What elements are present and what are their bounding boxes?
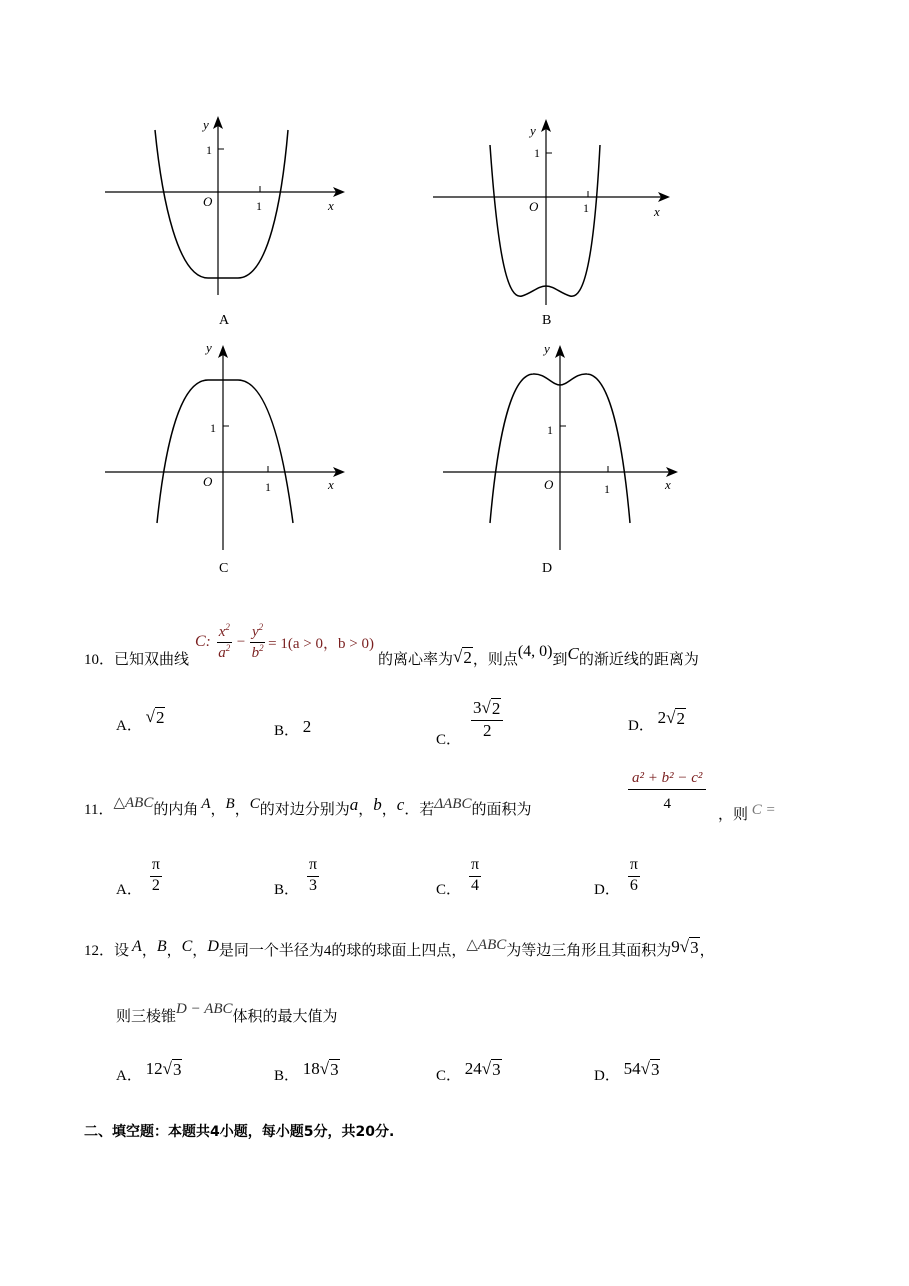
q10-option-a[interactable]	[116, 707, 165, 736]
graph-b	[428, 110, 688, 335]
option-value: $\frac{\pi}{3}$	[309, 856, 318, 894]
q11-option-d[interactable]	[594, 852, 640, 899]
graph-label: B	[542, 313, 552, 328]
option-value: √ 2	[145, 707, 165, 727]
graph-label: C	[219, 561, 229, 576]
option-letter: B．	[274, 723, 300, 739]
q12-line	[84, 930, 715, 966]
option-letter: A．	[116, 1068, 142, 1084]
option-value: 24 √ 3	[464, 1059, 501, 1079]
q12-line2-a: 则三棱锥	[116, 1009, 177, 1025]
curve-c	[157, 380, 293, 523]
q12-option-d[interactable]	[594, 1059, 660, 1086]
q10-curve-ref: C	[567, 644, 579, 663]
q10-line	[84, 620, 699, 670]
q11-text-a: 的内角	[153, 802, 199, 818]
tick-x-label: 1	[604, 482, 610, 496]
q11-sep: ，	[234, 802, 250, 818]
q11-number: 11．	[84, 802, 114, 818]
q11-var-c: c	[396, 795, 405, 814]
option-value: 12 √ 3	[145, 1059, 182, 1079]
option-letter: C．	[436, 882, 462, 898]
q12-pyramid: D − ABC	[176, 1001, 233, 1017]
q10-option-b[interactable]	[274, 719, 311, 740]
option-letter: D．	[594, 1068, 620, 1084]
q12-var-A: A	[132, 938, 142, 955]
q10-point: (4, 0)	[517, 643, 553, 660]
section-2-heading: 二、填空题：本题共4小题，每小题5分，共20分.	[84, 1124, 395, 1140]
x-label: x	[328, 198, 334, 213]
q10-text-d: 到	[552, 651, 568, 668]
tick-x-label: 1	[256, 199, 262, 213]
q10-option-d[interactable]	[628, 708, 686, 736]
q12-area: 9 √ 3	[671, 937, 699, 957]
q11-var-b: b	[373, 795, 382, 814]
option-value: 18 √ 3	[302, 1059, 339, 1079]
option-value: $\frac{\pi}{4}$	[471, 856, 480, 894]
q11-sep: ，	[210, 802, 226, 818]
option-value: $\frac{\pi}{2}$	[151, 856, 160, 894]
graph-c	[100, 335, 360, 585]
q12-option-b[interactable]	[274, 1059, 340, 1086]
q11-ask: C =	[751, 802, 776, 818]
x-label: x	[654, 204, 660, 219]
q11-text-d: 的面积为	[471, 802, 532, 818]
origin-label: O	[544, 477, 554, 492]
tick-x-label: 1	[265, 480, 271, 494]
tick-y-label: 1	[534, 146, 540, 160]
q10-text-a: 已知双曲线	[114, 651, 190, 668]
q11-triangle: △ABC	[113, 795, 154, 811]
origin-label: O	[203, 194, 213, 209]
q12-line2-b: 体积的最大值为	[232, 1009, 338, 1025]
graph-a	[100, 110, 360, 335]
q11-sep: ，	[358, 802, 374, 818]
option-value: 54 √ 3	[623, 1059, 660, 1079]
q11-tail	[718, 803, 776, 824]
q11-area-fraction: $\frac{\text{a² + b² − c²}}{4}$	[628, 770, 706, 814]
option-letter: D．	[594, 882, 620, 898]
option-value: 2	[302, 717, 312, 736]
tick-y-label: 1	[547, 423, 553, 437]
q10-text-b: 的离心率为	[377, 651, 453, 668]
q12-text-d: ，	[699, 943, 715, 959]
q12-sep: ，	[141, 943, 157, 959]
option-letter: B．	[274, 882, 300, 898]
q11-text-b: 的对边分别为	[259, 802, 350, 818]
graph-d	[438, 335, 698, 585]
x-label: x	[328, 477, 334, 492]
y-label: y	[203, 117, 209, 132]
q12-triangle: △ABC	[466, 937, 507, 953]
option-value: 3 √ 2 2	[471, 698, 503, 740]
q12-var-B: B	[156, 938, 167, 955]
q12-var-D: D	[207, 938, 219, 955]
q10-number: 10．	[84, 651, 115, 668]
q11-option-b[interactable]	[274, 852, 319, 899]
q12-text-a: 设	[114, 943, 130, 959]
q10-option-c[interactable]	[436, 690, 503, 749]
option-letter: A．	[116, 718, 142, 734]
q10-curve-name: C	[195, 633, 206, 650]
q11-text-e: ，则	[718, 807, 749, 823]
option-value: $\frac{\pi}{6}$	[629, 856, 638, 894]
curve-b	[490, 145, 600, 296]
q10-text-e: 的渐近线的距离为	[578, 651, 699, 668]
q11-triangle2: ΔABC	[434, 796, 472, 812]
tick-y-label: 1	[206, 143, 212, 157]
option-letter: C．	[436, 1068, 462, 1084]
option-letter: A．	[116, 882, 142, 898]
q11-var-C: C	[249, 796, 260, 812]
q11-var-a: a	[349, 795, 359, 814]
x-label: x	[665, 477, 671, 492]
option-value: 2 √ 2	[657, 708, 685, 728]
q12-text-c: 为等边三角形且其面积为	[506, 943, 672, 959]
q12-text-b: 是同一个半径为4的球的球面上四点，	[218, 943, 467, 959]
q11-var-B: B	[225, 796, 235, 812]
q11-var-A: A	[201, 796, 211, 812]
q12-number: 12．	[84, 943, 115, 959]
option-letter: C．	[436, 732, 462, 748]
q10-frac-y: $\frac{y^2}{b^2}$	[251, 621, 264, 661]
y-label: y	[530, 123, 536, 138]
q11-text-c: ．若	[404, 802, 435, 818]
q12-sep: ，	[166, 943, 182, 959]
tick-x-label: 1	[583, 201, 589, 215]
q10-formula-tail: = 1(a > 0，b > 0)	[268, 635, 374, 652]
origin-label: O	[203, 474, 213, 489]
graph-label: D	[542, 561, 553, 576]
q12-sep: ，	[192, 943, 208, 959]
tick-y-label: 1	[210, 421, 216, 435]
q11-sep: ，	[381, 802, 397, 818]
q11-line	[84, 765, 532, 825]
y-label: y	[544, 341, 550, 356]
q11-option-a[interactable]	[116, 852, 162, 899]
q12-option-c[interactable]	[436, 1059, 502, 1086]
q10-formula: C : $\frac{x^2}{a^2}$ − $\frac{y^2}{b^2}$ = 1(a > 0，b > 0)	[195, 621, 374, 661]
y-label: y	[206, 340, 212, 355]
q12-line2	[116, 1000, 338, 1030]
q10-eccentricity: √ 2	[452, 646, 472, 667]
graph-label: A	[219, 313, 230, 328]
curve-a	[155, 130, 288, 278]
q12-option-a[interactable]	[116, 1059, 182, 1086]
option-letter: D．	[628, 718, 654, 734]
q10-frac-x: $\frac{x^2}{a^2}$	[218, 621, 231, 661]
q11-option-c[interactable]	[436, 852, 481, 899]
q12-var-C: C	[181, 938, 193, 955]
q10-text-c: ，则点	[472, 651, 518, 668]
origin-label: O	[529, 199, 539, 214]
option-letter: B．	[274, 1068, 300, 1084]
